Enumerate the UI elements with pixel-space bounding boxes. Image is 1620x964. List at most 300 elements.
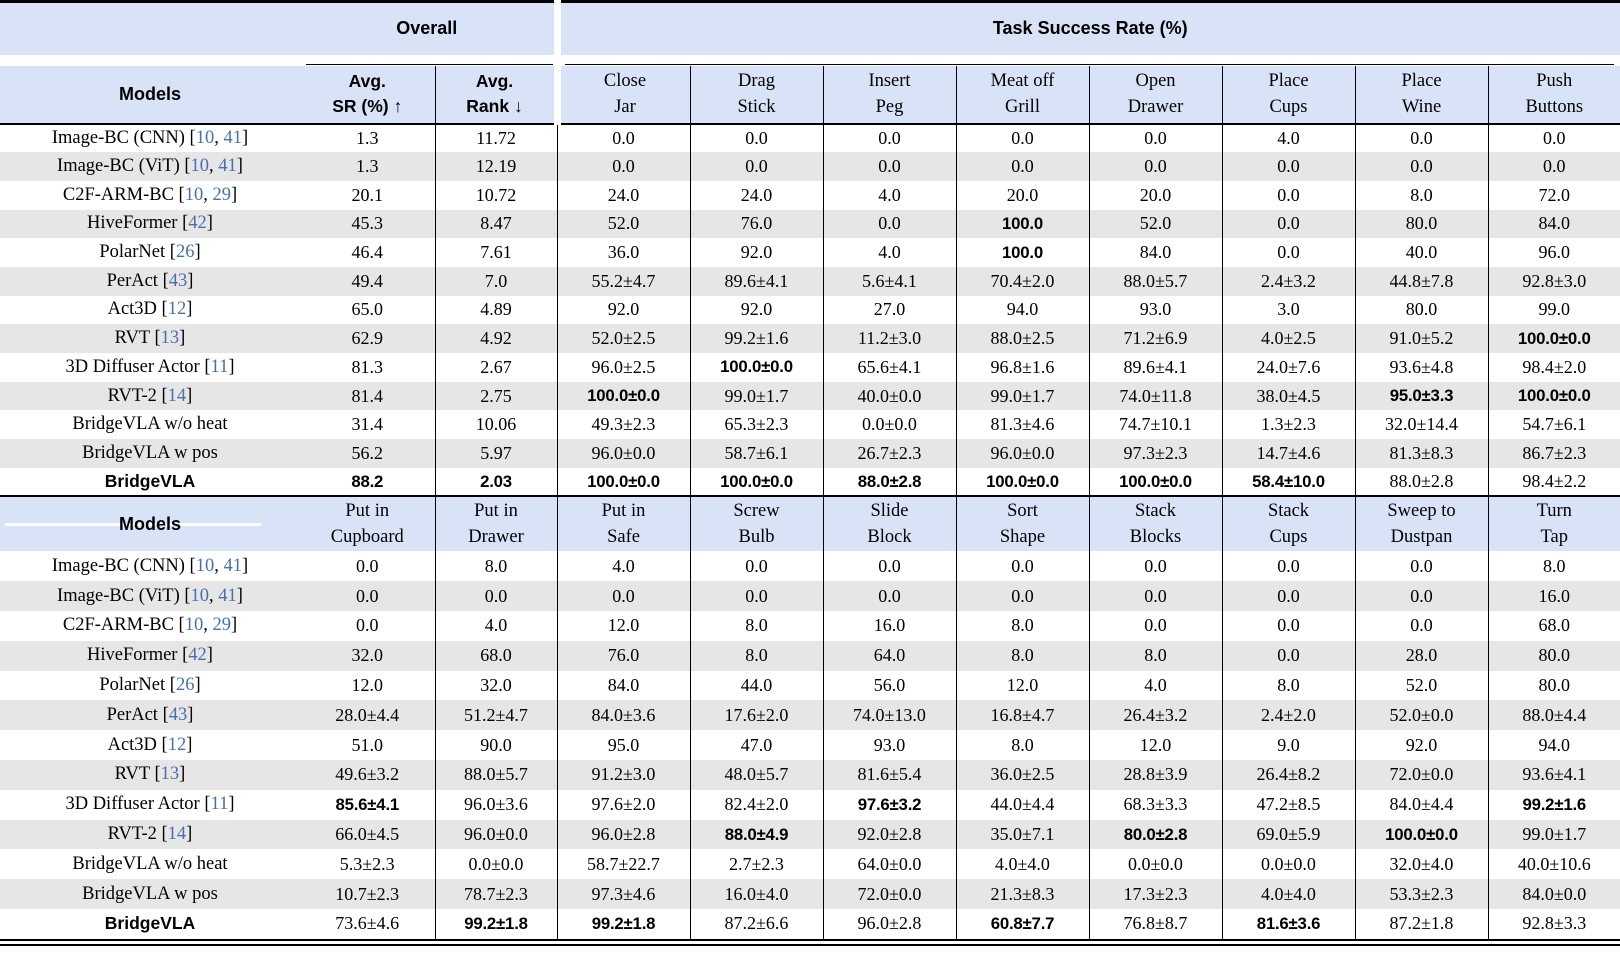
value-cell: 0.0 bbox=[1222, 152, 1355, 181]
value-cell: 44.0 bbox=[690, 671, 823, 701]
value-cell: 32.0 bbox=[300, 641, 435, 671]
task-column-header bbox=[557, 66, 690, 124]
model-name: PerAct bbox=[106, 270, 158, 291]
value-cell: 100.0±0.0 bbox=[1089, 468, 1222, 497]
table-row bbox=[0, 611, 1620, 641]
value-cell: 4.0 bbox=[435, 611, 557, 641]
value-cell: 0.0 bbox=[356, 615, 379, 636]
value-cell: 4.0 bbox=[823, 181, 956, 210]
value-cell: 0.0 bbox=[1488, 152, 1620, 181]
model-cell: RVT-2 [14] bbox=[0, 820, 300, 850]
value-cell: 80.0±2.8 bbox=[1089, 820, 1222, 850]
model-cell bbox=[0, 439, 300, 468]
value-cell: 0.0 bbox=[1222, 611, 1355, 641]
value-cell: 16.0 bbox=[823, 611, 956, 641]
table-row bbox=[0, 700, 1620, 730]
citation-link[interactable]: 10 bbox=[195, 127, 215, 148]
value-cell: 0.0±0.0 bbox=[823, 410, 956, 439]
task-header-line: Wine bbox=[1401, 97, 1442, 117]
task-header-line: Place bbox=[1268, 71, 1309, 91]
value-cell: 0.0 bbox=[1222, 551, 1355, 581]
citation-link[interactable]: 10 bbox=[195, 555, 215, 576]
citation-link[interactable]: 12 bbox=[167, 299, 187, 320]
value-cell: 99.2±1.8 bbox=[435, 909, 557, 939]
value-cell: 99.2±1.8 bbox=[557, 909, 690, 939]
value-cell: 82.4±2.0 bbox=[690, 790, 823, 820]
task-header-line: Shape bbox=[999, 527, 1046, 548]
value-cell: 1.3±2.3 bbox=[1222, 410, 1355, 439]
task-header-line: Sort bbox=[1007, 501, 1038, 522]
task-header-line: Drag bbox=[738, 71, 775, 91]
table-row bbox=[0, 671, 1620, 701]
value-cell: 26.7±2.3 bbox=[823, 439, 956, 468]
value-cell: 44.0±4.4 bbox=[956, 790, 1089, 820]
value-cell: 0.0 bbox=[690, 551, 823, 581]
citation-link[interactable]: 41 bbox=[223, 555, 242, 576]
value-cell: 0.0 bbox=[1222, 210, 1355, 239]
value-cell: 0.0 bbox=[1355, 152, 1488, 181]
value-cell: 74.0±11.8 bbox=[1089, 382, 1222, 411]
model-name: Image-BC (CNN) bbox=[51, 555, 185, 576]
value-cell: 96.0±0.0 bbox=[435, 820, 557, 850]
value-cell: 8.0 bbox=[956, 641, 1089, 671]
task-header-line: Peg bbox=[875, 97, 904, 117]
value-cell: 88.0±5.7 bbox=[1089, 267, 1222, 296]
value-cell: 8.0 bbox=[690, 611, 823, 641]
value-cell: 0.0 bbox=[1355, 611, 1488, 641]
task-column-header bbox=[557, 496, 690, 551]
value-cell: 64.0 bbox=[823, 641, 956, 671]
value-cell: 56.2 bbox=[300, 439, 435, 468]
value-cell: 86.7±2.3 bbox=[1488, 439, 1620, 468]
citation-link[interactable]: 10 bbox=[184, 184, 204, 205]
value-cell: 84.0 bbox=[1089, 238, 1222, 267]
value-cell: 47.0 bbox=[690, 730, 823, 760]
value-cell: 8.0 bbox=[956, 611, 1089, 641]
value-cell: 20.0 bbox=[1089, 181, 1222, 210]
value-cell: 47.2±8.5 bbox=[1222, 790, 1355, 820]
value-cell: 49.6±3.2 bbox=[300, 760, 435, 790]
citation-link[interactable]: 14 bbox=[167, 824, 187, 844]
value-cell: 0.0 bbox=[956, 581, 1089, 611]
model-name: BridgeVLA bbox=[104, 912, 196, 933]
citation-link[interactable]: 43 bbox=[168, 270, 188, 291]
value-cell: 12.0 bbox=[956, 671, 1089, 701]
value-cell: 68.0 bbox=[435, 641, 557, 671]
value-cell: 4.0±4.0 bbox=[956, 849, 1089, 879]
table-row bbox=[0, 790, 1620, 820]
value-cell: 8.47 bbox=[435, 210, 557, 239]
value-cell: 24.0 bbox=[690, 181, 823, 210]
task-header-line: Stack bbox=[1134, 501, 1177, 522]
value-cell: 96.0±0.0 bbox=[956, 439, 1089, 468]
value-cell: 26.4±3.2 bbox=[1089, 700, 1222, 730]
value-cell: 49.3±2.3 bbox=[557, 410, 690, 439]
task-header-line: Bulb bbox=[738, 527, 775, 548]
table-header bbox=[0, 2, 1620, 124]
citation-link[interactable]: 41 bbox=[218, 156, 237, 177]
model-name: RVT bbox=[114, 764, 150, 785]
model-name: HiveFormer bbox=[87, 645, 178, 666]
model-cell: RVT-2 [14] bbox=[0, 382, 300, 411]
bottom-section-body bbox=[0, 551, 1620, 938]
value-cell: 10.7±2.3 bbox=[300, 879, 435, 909]
value-cell: 17.6±2.0 bbox=[690, 700, 823, 730]
value-cell: 4.0±2.5 bbox=[1222, 324, 1355, 353]
avg-rank-column-header bbox=[435, 66, 557, 124]
value-cell: 92.0 bbox=[690, 238, 823, 267]
value-cell: 92.0 bbox=[1355, 730, 1488, 760]
model-name: HiveFormer bbox=[87, 213, 178, 234]
value-cell: 8.0 bbox=[1488, 551, 1620, 581]
task-column-header bbox=[1355, 66, 1488, 124]
table-row bbox=[0, 210, 1620, 239]
citation-link[interactable]: 10 bbox=[190, 156, 210, 177]
value-cell: 11.2±3.0 bbox=[823, 324, 956, 353]
value-cell: 78.7±2.3 bbox=[435, 879, 557, 909]
model-name: C2F-ARM-BC bbox=[62, 184, 174, 205]
value-cell: 81.3±8.3 bbox=[1355, 439, 1488, 468]
value-cell: 96.8±1.6 bbox=[956, 353, 1089, 382]
citation-link[interactable]: 29 bbox=[212, 615, 231, 636]
value-cell: 98.4±2.0 bbox=[1488, 353, 1620, 382]
task-header-line: Close bbox=[603, 71, 647, 91]
value-cell: 8.0 bbox=[1355, 181, 1488, 210]
model-name: 3D Diffuser Actor bbox=[65, 794, 200, 815]
value-cell: 5.3±2.3 bbox=[339, 853, 395, 874]
value-cell: 0.0 bbox=[1355, 581, 1488, 611]
value-cell: 1.3 bbox=[300, 152, 435, 181]
model-name: PerAct bbox=[106, 704, 158, 725]
table-row bbox=[0, 849, 1620, 879]
table-row bbox=[0, 730, 1620, 760]
value-cell: 98.4±2.2 bbox=[1488, 468, 1620, 497]
value-cell: 1.3 bbox=[356, 127, 379, 148]
value-cell: 65.0 bbox=[351, 299, 383, 320]
model-name: BridgeVLA w pos bbox=[82, 442, 218, 463]
value-cell: 81.4 bbox=[300, 382, 435, 411]
task-header-line: Put in bbox=[474, 501, 518, 522]
value-cell: 4.89 bbox=[435, 296, 557, 325]
task-header-line: Insert bbox=[868, 71, 911, 91]
overall-group-header bbox=[0, 2, 557, 55]
value-cell: 17.3±2.3 bbox=[1089, 879, 1222, 909]
value-cell: 38.0±4.5 bbox=[1222, 382, 1355, 411]
value-cell: 48.0±5.7 bbox=[690, 760, 823, 790]
model-name: C2F-ARM-BC bbox=[62, 615, 174, 636]
value-cell: 99.0 bbox=[1488, 296, 1620, 325]
value-cell: 0.0 bbox=[1089, 581, 1222, 611]
value-cell: 10.06 bbox=[435, 410, 557, 439]
avg-rank-line1: Avg. bbox=[475, 71, 514, 91]
model-cell: Act3D [12] bbox=[107, 734, 193, 755]
value-cell: 26.4±8.2 bbox=[1222, 760, 1355, 790]
model-name: Image-BC (ViT) bbox=[57, 585, 180, 606]
table-row bbox=[0, 879, 1620, 909]
value-cell: 65.3±2.3 bbox=[690, 410, 823, 439]
value-cell: 100.0±0.0 bbox=[956, 468, 1089, 497]
value-cell: 84.0 bbox=[1488, 210, 1620, 239]
value-cell: 0.0 bbox=[557, 124, 690, 153]
value-cell: 28.0 bbox=[1355, 641, 1488, 671]
task-header-line: Dustpan bbox=[1390, 527, 1453, 548]
group-header-row bbox=[0, 2, 1620, 55]
value-cell: 90.0 bbox=[435, 730, 557, 760]
citation-link[interactable]: 41 bbox=[223, 127, 242, 148]
value-cell: 16.0±4.0 bbox=[690, 879, 823, 909]
value-cell: 96.0±2.5 bbox=[557, 353, 690, 382]
table-row bbox=[0, 468, 1620, 497]
value-cell: 31.4 bbox=[351, 414, 383, 435]
citation-link[interactable]: 41 bbox=[218, 585, 237, 606]
avg-sr-line2: SR (%) ↑ bbox=[332, 96, 403, 116]
value-cell: 0.0 bbox=[1355, 124, 1488, 153]
citation-link[interactable]: 26 bbox=[175, 242, 195, 263]
task-column-header bbox=[956, 66, 1089, 124]
value-cell: 66.0±4.5 bbox=[300, 820, 435, 850]
value-cell: 40.0 bbox=[1355, 238, 1488, 267]
value-cell: 0.0±0.0 bbox=[1089, 849, 1222, 879]
value-cell: 62.9 bbox=[300, 324, 435, 353]
model-cell: Image-BC (ViT) [10, 41] bbox=[0, 152, 300, 181]
value-cell: 92.8±3.0 bbox=[1488, 267, 1620, 296]
value-cell: 96.0±3.6 bbox=[435, 790, 557, 820]
citation-link[interactable]: 10 bbox=[190, 585, 210, 606]
value-cell: 2.7±2.3 bbox=[690, 849, 823, 879]
value-cell: 100.0 bbox=[956, 210, 1089, 239]
value-cell: 27.0 bbox=[823, 296, 956, 325]
value-cell: 11.72 bbox=[435, 124, 557, 153]
value-cell: 52.0 bbox=[557, 210, 690, 239]
table-row bbox=[0, 820, 1620, 850]
model-cell: C2F-ARM-BC [10, 29] bbox=[62, 184, 238, 205]
table-row bbox=[0, 410, 1620, 439]
model-name: PolarNet bbox=[99, 675, 166, 696]
citation-link[interactable]: 13 bbox=[160, 764, 180, 785]
value-cell: 0.0 bbox=[356, 555, 379, 576]
value-cell: 100.0 bbox=[956, 238, 1089, 267]
value-cell: 4.0 bbox=[823, 238, 956, 267]
value-cell: 81.6±3.6 bbox=[1222, 909, 1355, 939]
value-cell: 12.0 bbox=[557, 611, 690, 641]
value-cell: 94.0 bbox=[1488, 730, 1620, 760]
avg-sr-line1: Avg. bbox=[348, 71, 386, 91]
value-cell: 89.6±4.1 bbox=[1089, 353, 1222, 382]
value-cell: 92.8±3.3 bbox=[1488, 909, 1620, 939]
value-cell: 8.0 bbox=[435, 551, 557, 581]
model-cell: C2F-ARM-BC [10, 29] bbox=[62, 615, 238, 636]
citation-link[interactable]: 10 bbox=[184, 615, 204, 636]
value-cell: 69.0±5.9 bbox=[1222, 820, 1355, 850]
value-cell: 81.6±5.4 bbox=[823, 760, 956, 790]
value-cell: 2.67 bbox=[435, 353, 557, 382]
task-header-line: Sweep to bbox=[1387, 501, 1456, 522]
table-row bbox=[0, 296, 1620, 325]
table-row bbox=[0, 909, 1620, 939]
task-header-line: Push bbox=[1536, 71, 1573, 91]
table-row bbox=[0, 181, 1620, 210]
value-cell: 44.8±7.8 bbox=[1355, 267, 1488, 296]
value-cell: 76.0 bbox=[690, 210, 823, 239]
value-cell: 96.0±2.8 bbox=[557, 820, 690, 850]
value-cell: 2.4±2.0 bbox=[1222, 700, 1355, 730]
value-cell: 99.0±1.7 bbox=[690, 382, 823, 411]
task-header-line: Slide bbox=[870, 501, 909, 522]
value-cell: 0.0 bbox=[1222, 238, 1355, 267]
table-row bbox=[0, 324, 1620, 353]
value-cell: 21.3±8.3 bbox=[956, 879, 1089, 909]
task-cmidrule-cell bbox=[557, 55, 1620, 66]
model-name: BridgeVLA w/o heat bbox=[72, 414, 228, 435]
value-cell: 95.0±3.3 bbox=[1355, 382, 1488, 411]
task-header-line: Turn bbox=[1536, 501, 1572, 522]
value-cell: 100.0±0.0 bbox=[1488, 324, 1620, 353]
overall-cmidrule-cell bbox=[300, 55, 557, 66]
value-cell: 72.0±0.0 bbox=[1355, 760, 1488, 790]
citation-link[interactable]: 14 bbox=[167, 385, 187, 406]
task-column-header bbox=[1222, 496, 1355, 551]
value-cell: 0.0±0.0 bbox=[435, 849, 557, 879]
citation-link[interactable]: 13 bbox=[160, 328, 180, 349]
value-cell: 81.3 bbox=[351, 356, 383, 377]
gap-cell bbox=[0, 55, 300, 66]
value-cell: 4.0 bbox=[1089, 671, 1222, 701]
value-cell: 16.8±4.7 bbox=[956, 700, 1089, 730]
task-cmidrule bbox=[565, 56, 1614, 65]
table-row bbox=[0, 382, 1620, 411]
value-cell: 36.0 bbox=[557, 238, 690, 267]
value-cell: 68.3±3.3 bbox=[1089, 790, 1222, 820]
model-name: RVT-2 bbox=[107, 824, 157, 844]
value-cell: 91.0±5.2 bbox=[1355, 324, 1488, 353]
value-cell: 74.0±13.0 bbox=[823, 700, 956, 730]
value-cell: 85.6±4.1 bbox=[335, 794, 400, 814]
value-cell: 9.0 bbox=[1222, 730, 1355, 760]
value-cell: 51.2±4.7 bbox=[435, 700, 557, 730]
model-cell: 3D Diffuser Actor [11] bbox=[65, 794, 235, 815]
citation-link[interactable]: 42 bbox=[188, 645, 207, 666]
value-cell: 52.0±2.5 bbox=[557, 324, 690, 353]
value-cell: 0.0 bbox=[956, 152, 1089, 181]
model-cell: HiveFormer [42] bbox=[0, 641, 300, 671]
task-column-header bbox=[1488, 496, 1620, 551]
value-cell: 65.6±4.1 bbox=[823, 353, 956, 382]
table-row bbox=[0, 124, 1620, 153]
value-cell: 4.0 bbox=[1222, 124, 1355, 153]
task-header-line: Safe bbox=[607, 527, 640, 548]
citation-link[interactable]: 12 bbox=[167, 734, 187, 755]
citation-link[interactable]: 42 bbox=[188, 213, 207, 234]
citation-link[interactable]: 11 bbox=[210, 356, 229, 377]
citation-link[interactable]: 43 bbox=[168, 704, 188, 725]
task-header-line: Stack bbox=[1267, 501, 1310, 522]
table-row bbox=[0, 551, 1620, 581]
model-cell bbox=[0, 909, 300, 939]
value-cell: 88.0±5.7 bbox=[435, 760, 557, 790]
model-name: Image-BC (ViT) bbox=[57, 156, 180, 177]
value-cell: 80.0 bbox=[1355, 210, 1488, 239]
task-header-line: Meat off bbox=[990, 71, 1055, 91]
model-cell: 3D Diffuser Actor [11] bbox=[65, 356, 235, 377]
model-name: RVT-2 bbox=[107, 385, 157, 406]
task-column-header bbox=[1089, 66, 1222, 124]
bottom-double-rule bbox=[0, 939, 1620, 946]
task-column-header bbox=[1089, 496, 1222, 551]
task-column-header bbox=[1355, 496, 1488, 551]
value-cell: 71.2±6.9 bbox=[1089, 324, 1222, 353]
task-success-group-label: Task Success Rate (%) bbox=[992, 18, 1188, 39]
task-header-line: Drawer bbox=[1127, 97, 1184, 117]
task-column-header bbox=[956, 496, 1089, 551]
value-cell: 80.0 bbox=[1355, 296, 1488, 325]
value-cell: 14.7±4.6 bbox=[1222, 439, 1355, 468]
task-header-line: Open bbox=[1135, 71, 1176, 91]
value-cell: 0.0 bbox=[823, 210, 956, 239]
value-cell: 56.0 bbox=[823, 671, 956, 701]
task-header-line: Place bbox=[1401, 71, 1442, 91]
value-cell: 52.0 bbox=[1355, 671, 1488, 701]
models-column-header-bottom bbox=[0, 496, 300, 551]
value-cell: 94.0 bbox=[956, 296, 1089, 325]
value-cell: 97.6±3.2 bbox=[823, 790, 956, 820]
value-cell: 88.0±2.5 bbox=[956, 324, 1089, 353]
value-cell: 54.7±6.1 bbox=[1488, 410, 1620, 439]
value-cell: 73.6±4.6 bbox=[335, 913, 400, 934]
value-cell: 0.0 bbox=[1222, 641, 1355, 671]
task-header-line: Blocks bbox=[1129, 527, 1182, 548]
value-cell: 100.0±0.0 bbox=[557, 468, 690, 497]
value-cell: 100.0±0.0 bbox=[1488, 382, 1620, 411]
value-cell: 93.0 bbox=[1089, 296, 1222, 325]
value-cell: 28.0±4.4 bbox=[300, 700, 435, 730]
value-cell: 97.3±4.6 bbox=[557, 879, 690, 909]
value-cell: 74.7±10.1 bbox=[1089, 410, 1222, 439]
value-cell: 8.0 bbox=[1089, 641, 1222, 671]
task-header-line: Drawer bbox=[468, 527, 524, 548]
value-cell: 81.3±4.6 bbox=[956, 410, 1089, 439]
task-header-line: Block bbox=[867, 527, 912, 548]
value-cell: 0.0 bbox=[823, 581, 956, 611]
value-cell: 0.0 bbox=[435, 581, 557, 611]
value-cell: 97.6±2.0 bbox=[557, 790, 690, 820]
citation-link[interactable]: 11 bbox=[210, 794, 229, 815]
value-cell: 87.2±6.6 bbox=[690, 909, 823, 939]
value-cell: 0.0 bbox=[1089, 124, 1222, 153]
models-column-header: Models bbox=[0, 66, 300, 124]
value-cell: 8.0 bbox=[1222, 671, 1355, 701]
value-cell: 24.0±7.6 bbox=[1222, 353, 1355, 382]
task-header-line: Cupboard bbox=[330, 527, 404, 548]
value-cell: 0.0 bbox=[823, 551, 956, 581]
value-cell: 12.0 bbox=[351, 675, 383, 696]
table-row bbox=[0, 760, 1620, 790]
task-column-header bbox=[823, 66, 956, 124]
value-cell: 0.0 bbox=[956, 124, 1089, 153]
value-cell: 0.0 bbox=[690, 152, 823, 181]
model-name: Act3D bbox=[107, 734, 157, 755]
citation-link[interactable]: 26 bbox=[175, 675, 195, 696]
citation-link[interactable]: 29 bbox=[212, 184, 231, 205]
value-cell: 88.0±4.9 bbox=[690, 820, 823, 850]
task-success-group-header bbox=[557, 2, 1620, 55]
value-cell: 96.0±0.0 bbox=[557, 439, 690, 468]
value-cell: 8.0 bbox=[690, 641, 823, 671]
task-column-header bbox=[435, 496, 557, 551]
value-cell: 92.0 bbox=[690, 296, 823, 325]
value-cell: 91.2±3.0 bbox=[557, 760, 690, 790]
value-cell: 45.3 bbox=[300, 210, 435, 239]
task-header-line: Screw bbox=[733, 501, 780, 522]
